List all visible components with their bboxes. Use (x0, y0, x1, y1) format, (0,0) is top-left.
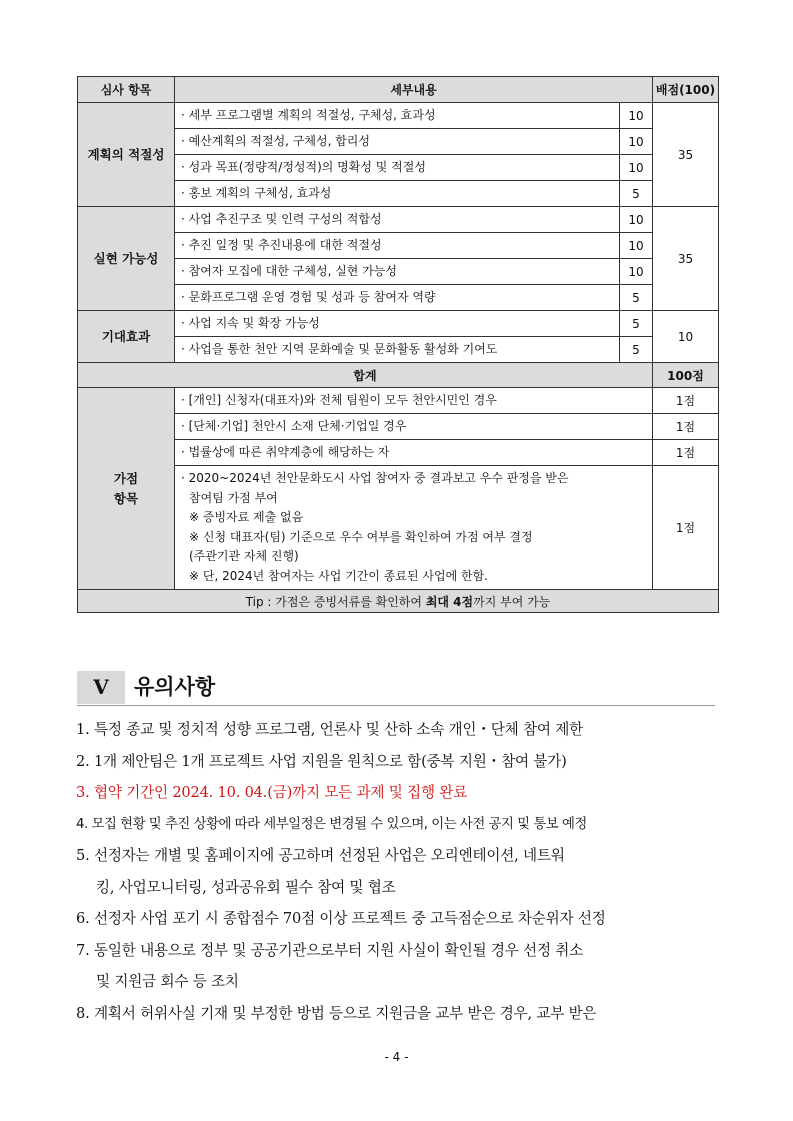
criterion-text: · 문화프로그램 운영 경험 및 성과 등 참여자 역량 (175, 285, 620, 311)
table-row (78, 311, 719, 337)
bonus-criterion-multiline (175, 466, 653, 590)
category-total: 10 (653, 311, 719, 363)
note-text: 1. 특정 종교 및 정치적 성향 프로그램, 언론사 및 산하 소속 개인・단체 참여 제한 (76, 721, 583, 738)
list-item (76, 998, 721, 1030)
category-total: 35 (653, 207, 719, 311)
category-bonus (78, 388, 175, 590)
bonus-note: ※ 증빙자료 제출 없음 (189, 510, 304, 524)
criterion-text: · 세부 프로그램별 계획의 적절성, 구체성, 효과성 (175, 103, 620, 129)
tip-row (78, 590, 719, 613)
bonus-points: 1점 (653, 414, 719, 440)
sum-value: 100점 (653, 363, 719, 388)
criterion-text: · 참여자 모집에 대한 구체성, 실현 가능성 (175, 259, 620, 285)
section-number-badge: V (77, 671, 125, 704)
tip-text (78, 590, 719, 613)
bonus-note: ※ 단, 2024년 참여자는 사업 기간이 종료된 사업에 한함. (189, 568, 488, 583)
section-heading (77, 671, 715, 706)
criterion-points: 10 (620, 233, 653, 259)
criterion-points: 10 (620, 155, 653, 181)
section-title: 유의사항 (134, 675, 216, 699)
note-text: 4. 모집 현황 및 추진 상황에 따라 세부일정은 변경될 수 있으며, 이는 사전 공지 및 통보 예정 (76, 816, 587, 832)
criterion-text: · 성과 목표(정량적/정성적)의 명확성 및 적절성 (175, 155, 620, 181)
criterion-text: · 예산계획의 적절성, 구체성, 합리성 (175, 129, 620, 155)
list-item (76, 903, 721, 935)
list-item (76, 714, 721, 746)
table-row (78, 259, 719, 285)
notes-list (76, 714, 721, 1029)
header-detail: 세부내용 (175, 77, 653, 103)
category-total: 35 (653, 103, 719, 207)
criterion-text: · 사업을 통한 천안 지역 문화예술 및 문화활동 활성화 기여도 (175, 337, 620, 363)
bonus-points: 1점 (653, 466, 719, 590)
page-number: - 4 - (384, 1050, 409, 1064)
note-text-continued: 및 지원금 회수 등 조치 (96, 973, 239, 990)
sum-row (78, 363, 719, 388)
criterion-points: 10 (620, 129, 653, 155)
table-row (78, 414, 719, 440)
tip-suffix: 까지 부여 가능 (473, 594, 551, 609)
list-item (76, 809, 721, 841)
table-header-row (78, 77, 719, 103)
criterion-text: · 홍보 계획의 구체성, 효과성 (175, 181, 620, 207)
table-row (78, 440, 719, 466)
bonus-points: 1점 (653, 440, 719, 466)
bonus-line: 참여팀 가점 부여 (189, 490, 278, 505)
header-score: 배점(100) (653, 77, 719, 103)
tip-bold: 최대 4점 (425, 594, 474, 609)
list-item (76, 935, 721, 998)
tip-prefix: Tip : 가점은 증빙서류를 확인하여 (245, 594, 426, 609)
category-expected-effect: 기대효과 (78, 311, 175, 363)
criterion-points: 5 (620, 285, 653, 311)
table-row (78, 129, 719, 155)
table-row (78, 155, 719, 181)
bonus-note: ※ 신청 대표자(팀) 기준으로 우수 여부를 확인하여 가점 여부 결정 (189, 529, 533, 544)
note-text: 5. 선정자는 개별 및 홈페이지에 공고하며 선정된 사업은 오리엔테이션, 네트워 (76, 847, 565, 864)
criterion-text: · 추진 일정 및 추진내용에 대한 적절성 (175, 233, 620, 259)
criterion-points: 10 (620, 103, 653, 129)
list-item (76, 746, 721, 778)
criterion-points: 5 (620, 337, 653, 363)
bonus-label-line2: 항목 (113, 490, 139, 506)
table-row (78, 337, 719, 363)
criterion-points: 10 (620, 207, 653, 233)
table-row (78, 181, 719, 207)
criterion-text: · 사업 추진구조 및 인력 구성의 적합성 (175, 207, 620, 233)
note-text: 3. 협약 기간인 2024. 10. 04.(금)까지 모든 과제 및 집행 완료 (76, 784, 468, 801)
bonus-line: · 2020~2024년 천안문화도시 사업 참여자 중 결과보고 우수 판정을 받은 (181, 471, 569, 485)
table-row (78, 103, 719, 129)
bonus-criterion-text: · [개인] 신청자(대표자)와 전체 팀원이 모두 천안시민인 경우 (175, 388, 653, 414)
note-text-continued: 킹, 사업모니터링, 성과공유회 필수 참여 및 협조 (96, 878, 396, 896)
table-row (78, 207, 719, 233)
bonus-criterion-text: · 법률상에 따른 취약계층에 해당하는 자 (175, 440, 653, 466)
category-planning: 계획의 적절성 (78, 103, 175, 207)
bonus-label-line1: 가점 (113, 470, 139, 486)
evaluation-criteria-table (77, 76, 719, 613)
table-row (78, 388, 719, 414)
list-item-highlighted (76, 777, 721, 809)
category-feasibility: 실현 가능성 (78, 207, 175, 311)
table-row (78, 466, 719, 590)
criterion-points: 5 (620, 311, 653, 337)
sum-label: 합계 (78, 363, 653, 388)
criterion-points: 5 (620, 181, 653, 207)
list-item (76, 840, 721, 903)
criterion-points: 10 (620, 259, 653, 285)
table-row (78, 233, 719, 259)
bonus-note: (주관기관 자체 진행) (189, 549, 299, 563)
note-text: 8. 계획서 허위사실 기재 및 부정한 방법 등으로 지원금을 교부 받은 경우, 교부 받은 (76, 1004, 597, 1022)
note-text: 6. 선정자 사업 포기 시 종합점수 70점 이상 프로젝트 중 고득점순으로 차순위자 선정 (76, 910, 606, 927)
bonus-points: 1점 (653, 388, 719, 414)
criterion-text: · 사업 지속 및 확장 가능성 (175, 311, 620, 337)
bonus-criterion-text: · [단체·기업] 천안시 소재 단체·기업일 경우 (175, 414, 653, 440)
note-text: 7. 동일한 내용으로 정부 및 공공기관으로부터 지원 사실이 확인될 경우 선정 취소 (76, 941, 584, 959)
table-row (78, 285, 719, 311)
header-category: 심사 항목 (78, 77, 175, 103)
note-text: 2. 1개 제안팀은 1개 프로젝트 사업 지원을 원칙으로 함(중복 지원・참여 불가) (76, 752, 567, 770)
